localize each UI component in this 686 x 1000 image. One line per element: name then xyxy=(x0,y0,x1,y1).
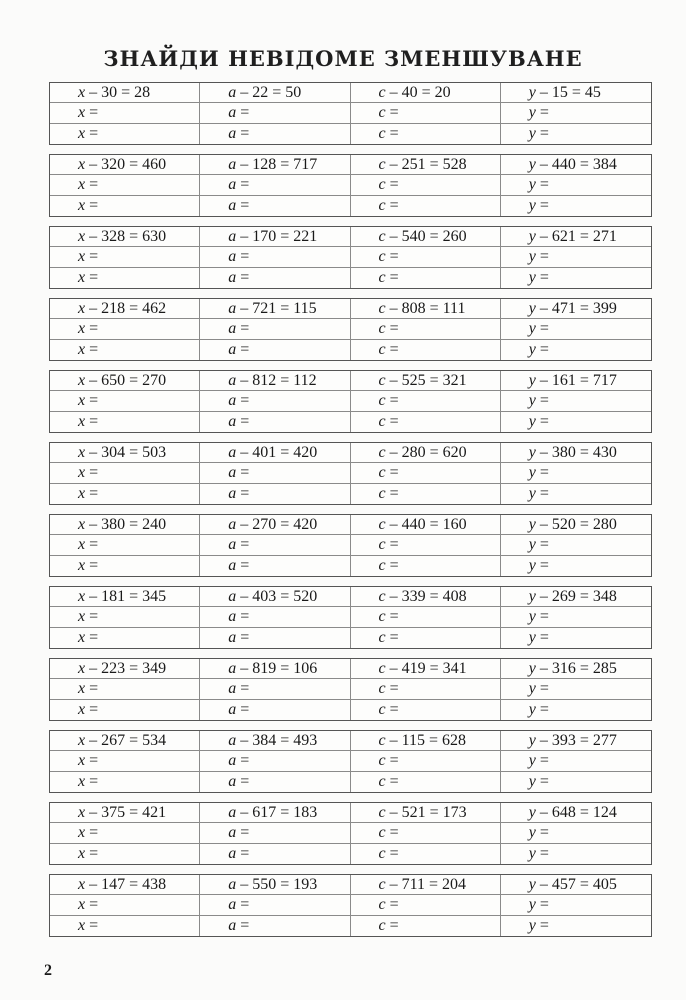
equation-cell: x – 223 = 349 xyxy=(50,659,200,679)
answer-line: c = xyxy=(351,247,501,267)
answer-line: a = xyxy=(200,463,350,483)
answer-line: x = xyxy=(50,895,200,915)
answer-line: y = xyxy=(501,607,651,627)
answer-line: x = xyxy=(50,844,200,864)
equation-cell: a – 721 = 115 xyxy=(200,299,350,319)
answer-line: a = xyxy=(200,679,350,699)
answer-line: c = xyxy=(351,412,501,432)
answer-line: x = xyxy=(50,103,200,123)
answer-line: y = xyxy=(501,463,651,483)
equation-block xyxy=(49,442,652,505)
answer-line: a = xyxy=(200,124,350,144)
answer-line: c = xyxy=(351,823,501,843)
equation-cell: x – 267 = 534 xyxy=(50,731,200,751)
equation-cell: c – 540 = 260 xyxy=(351,227,501,247)
equation-block xyxy=(49,802,652,865)
page-number: 2 xyxy=(44,962,52,979)
answer-line: y = xyxy=(528,628,549,646)
equation-cell: x – 30 = 28 xyxy=(50,83,200,103)
equation-cell: x – 218 = 462 xyxy=(50,299,200,319)
answer-line: y = xyxy=(501,247,651,267)
answer-line: x = xyxy=(50,916,200,936)
answer-line: c = xyxy=(351,556,501,576)
answer-line: x = xyxy=(50,484,200,504)
answer-line: x = xyxy=(50,607,200,627)
equation-cell: y – 621 = 271 xyxy=(501,227,651,247)
equation-cell: x – 380 = 240 xyxy=(50,515,200,535)
answer-line: y = xyxy=(501,823,651,843)
equation-block xyxy=(49,658,652,721)
answer-line: c = xyxy=(351,628,501,648)
equation-cell: x – 181 = 345 xyxy=(50,587,200,607)
equation-block xyxy=(49,514,652,577)
equation-cell: y – 269 = 348 xyxy=(501,587,651,607)
answer-line: x = xyxy=(50,247,200,267)
answer-line: a = xyxy=(200,628,350,648)
equation-cell: c – 115 = 628 xyxy=(351,731,501,751)
page-title: ЗНАЙДИ НЕВІДОМЕ ЗМЕНШУВАНЕ xyxy=(103,46,583,71)
equation-cell: y – 380 = 430 xyxy=(501,443,651,463)
answer-line: x = xyxy=(50,772,200,792)
answer-line: a = xyxy=(200,895,350,915)
equation-cell: a – 550 = 193 xyxy=(200,875,350,895)
answer-line: a = xyxy=(200,823,350,843)
equation-cell: c – 251 = 528 xyxy=(351,155,501,175)
answer-line: c = xyxy=(351,535,501,555)
equation-cell: c – 40 = 20 xyxy=(351,83,501,103)
equation-cell: a – 384 = 493 xyxy=(200,731,350,751)
answer-line: c = xyxy=(351,175,501,195)
equation-cell: a – 270 = 420 xyxy=(200,515,350,535)
answer-line: c = xyxy=(351,895,501,915)
equation-cell: a – 170 = 221 xyxy=(200,227,350,247)
answer-line: y = xyxy=(528,556,549,574)
answer-line: y = xyxy=(501,391,651,411)
answer-line: y = xyxy=(528,700,549,718)
equation-cell: x – 147 = 438 xyxy=(50,875,200,895)
answer-line: x = xyxy=(50,412,200,432)
answer-line: c = xyxy=(351,844,501,864)
answer-line: x = xyxy=(50,463,200,483)
answer-line: y = xyxy=(501,535,651,555)
equation-block xyxy=(49,154,652,217)
answer-line: y = xyxy=(528,124,549,142)
equation-block xyxy=(49,226,652,289)
equation-cell: x – 328 = 630 xyxy=(50,227,200,247)
answer-line: a = xyxy=(200,175,350,195)
equation-cell: y – 471 = 399 xyxy=(501,299,651,319)
answer-line: a = xyxy=(200,391,350,411)
answer-line: x = xyxy=(50,628,200,648)
answer-line: a = xyxy=(200,700,350,720)
answer-line: c = xyxy=(351,463,501,483)
equation-cell: y – 520 = 280 xyxy=(501,515,651,535)
equation-cell: y – 457 = 405 xyxy=(501,875,651,895)
answer-line: c = xyxy=(351,340,501,360)
equation-cell: c – 525 = 321 xyxy=(351,371,501,391)
answer-line: a = xyxy=(200,535,350,555)
equation-cell: x – 650 = 270 xyxy=(50,371,200,391)
equation-cell: y – 15 = 45 xyxy=(501,83,651,103)
answer-line: x = xyxy=(50,175,200,195)
answer-line: x = xyxy=(50,823,200,843)
equation-cell: y – 161 = 717 xyxy=(501,371,651,391)
equation-cell: a – 819 = 106 xyxy=(200,659,350,679)
answer-line: x = xyxy=(50,196,200,216)
equation-block xyxy=(49,874,652,937)
answer-line: a = xyxy=(200,340,350,360)
answer-line: c = xyxy=(351,679,501,699)
answer-line: c = xyxy=(351,124,501,144)
answer-line: c = xyxy=(351,916,501,936)
answer-line: c = xyxy=(351,751,501,771)
answer-line: y = xyxy=(528,772,549,790)
answer-line: y = xyxy=(501,751,651,771)
answer-line: c = xyxy=(351,103,501,123)
equation-cell: a – 617 = 183 xyxy=(200,803,350,823)
equation-block xyxy=(49,298,652,361)
answer-line: x = xyxy=(50,556,200,576)
answer-line: c = xyxy=(351,484,501,504)
answer-line: a = xyxy=(200,412,350,432)
answer-line: a = xyxy=(200,103,350,123)
equation-cell: a – 22 = 50 xyxy=(200,83,350,103)
equation-cell: a – 812 = 112 xyxy=(200,371,350,391)
answer-line: a = xyxy=(200,484,350,504)
equation-cell: a – 401 = 420 xyxy=(200,443,350,463)
equation-cell: y – 440 = 384 xyxy=(501,155,651,175)
equation-cell: y – 316 = 285 xyxy=(501,659,651,679)
answer-line: c = xyxy=(351,319,501,339)
answer-line: a = xyxy=(200,268,350,288)
answer-line: a = xyxy=(200,916,350,936)
answer-line: x = xyxy=(50,340,200,360)
answer-line: y = xyxy=(528,412,549,430)
answer-line: a = xyxy=(200,247,350,267)
equation-cell: y – 393 = 277 xyxy=(501,731,651,751)
answer-line: a = xyxy=(200,844,350,864)
equation-cell: c – 521 = 173 xyxy=(351,803,501,823)
equation-cell: c – 419 = 341 xyxy=(351,659,501,679)
equation-cell: y – 648 = 124 xyxy=(501,803,651,823)
answer-line: c = xyxy=(351,607,501,627)
answer-line: x = xyxy=(50,391,200,411)
answer-line: y = xyxy=(501,319,651,339)
answer-line: c = xyxy=(351,700,501,720)
equation-cell: c – 711 = 204 xyxy=(351,875,501,895)
answer-line: a = xyxy=(200,556,350,576)
equation-cell: a – 128 = 717 xyxy=(200,155,350,175)
answer-line: a = xyxy=(200,607,350,627)
equation-block xyxy=(49,730,652,793)
answer-line: x = xyxy=(50,700,200,720)
equation-cell: a – 403 = 520 xyxy=(200,587,350,607)
equation-block xyxy=(49,370,652,433)
answer-line: a = xyxy=(200,751,350,771)
answer-line: x = xyxy=(50,268,200,288)
equation-cell: c – 440 = 160 xyxy=(351,515,501,535)
equation-cell: c – 808 = 111 xyxy=(351,299,501,319)
equation-block xyxy=(49,82,652,145)
equation-cell: x – 375 = 421 xyxy=(50,803,200,823)
answer-line: x = xyxy=(50,679,200,699)
answer-line: y = xyxy=(501,895,651,915)
equation-cell: c – 280 = 620 xyxy=(351,443,501,463)
answer-line: y = xyxy=(528,196,549,214)
answer-line: x = xyxy=(50,535,200,555)
answer-line: c = xyxy=(351,268,501,288)
answer-line: y = xyxy=(501,175,651,195)
answer-line: c = xyxy=(351,196,501,216)
answer-line: x = xyxy=(50,319,200,339)
answer-line: a = xyxy=(200,772,350,792)
answer-line: y = xyxy=(528,268,549,286)
equation-cell: c – 339 = 408 xyxy=(351,587,501,607)
equation-cell: x – 304 = 503 xyxy=(50,443,200,463)
answer-line: y = xyxy=(528,844,549,862)
equation-cell: x – 320 = 460 xyxy=(50,155,200,175)
answer-line: y = xyxy=(528,916,549,934)
answer-line: y = xyxy=(501,679,651,699)
answer-line: y = xyxy=(501,103,651,123)
answer-line: a = xyxy=(200,319,350,339)
exercise-blocks xyxy=(49,82,652,946)
answer-line: y = xyxy=(528,340,549,358)
answer-line: a = xyxy=(200,196,350,216)
answer-line: x = xyxy=(50,124,200,144)
answer-line: y = xyxy=(528,484,549,502)
answer-line: c = xyxy=(351,391,501,411)
answer-line: x = xyxy=(50,751,200,771)
answer-line: c = xyxy=(351,772,501,792)
equation-block xyxy=(49,586,652,649)
